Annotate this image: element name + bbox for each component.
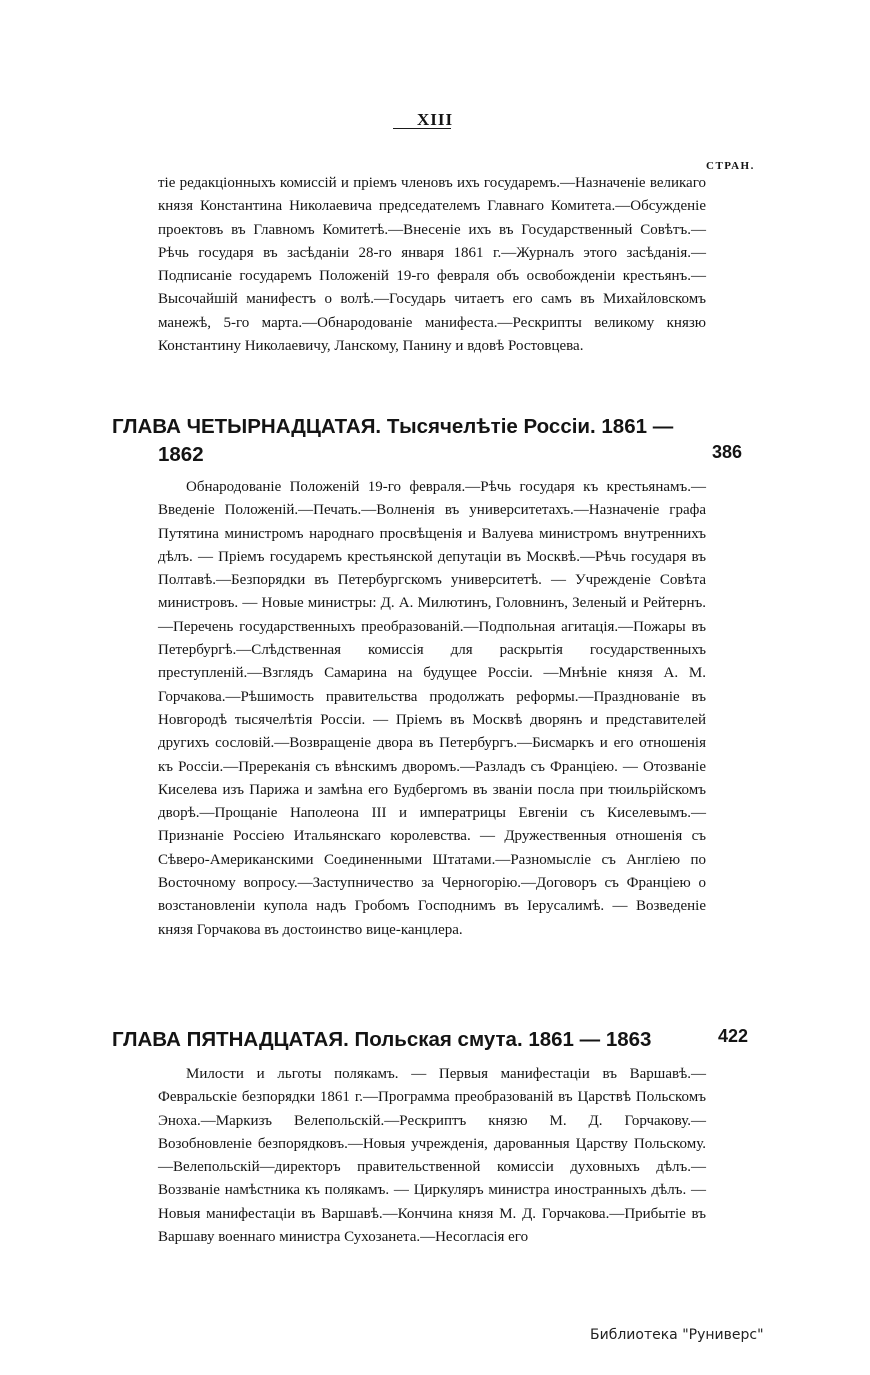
chapter-12-summary-text: тіе редакціонныхъ комиссій и пріемъ членовъ ихъ государемъ.—Назначеніе великаго князя Константина Николаевича председателемъ Главнаго Комитета.—Обсужденіе проектовъ въ Главномъ Комитетѣ.—Внесеніе ихъ въ Государственный Совѣтъ.—Рѣчь государя въ засѣданіи 28-го января 1861 г.—Журналъ этого засѣданія.—Подписаніе государемъ Положеній 19-го февраля объ освобожденіи крестьянъ.—Высочайшій манифестъ о волѣ.—Государь читаетъ его самъ въ Михайловскомъ манежѣ, 5-го марта.—Обнародованіе манифеста.—Рескрипты великому князю Константину Николаевичу, Ланскому, Панину и вдовѣ Ростовцева. [158,175,706,355]
chapter-14-summary-text: Обнародованіе Положеній 19-го февраля.—Рѣчь государя къ крестьянамъ.—Введеніе Положеній.—Печать.—Волненія въ университетахъ.—Назначеніе графа Путятина министромъ народнаго просвѣщенія и Валуева министромъ внутреннихъ дѣлъ. — Пріемъ государемъ крестьянской депутаціи въ Москвѣ.—Рѣчь государя въ Полтавѣ.—Безпорядки въ Петербургскомъ университетѣ. — Учрежденіе Совѣта министровъ. — Новые министры: Д. А. Милютинъ, Головнинъ, Зеленый и Рейтернъ.—Перечень государственныхъ преобразованій.—Подпольная агитація.—Пожары въ Петербургѣ.—Слѣдственная комиссія для раскрытія государственныхъ преступленій.—Взглядъ Самарина на будущее Россіи. —Мнѣніе князя А. М. Горчакова.—Рѣшимость правительства продолжать реформы.—Празднованіе въ Новгородѣ тысячелѣтія Россіи. — Пріемъ въ Москвѣ дворянъ и представителей другихъ сословій.—Возвращеніе двора въ Петербургъ.—Бисмаркъ и его отношенія къ Россіи.—Пререканія съ вѣнскимъ дворомъ.—Разладъ съ Франціею. — Отозваніе Киселева изъ Парижа и замѣна его Будбергомъ въ званіи посла при тюильрійскомъ дворѣ.—Прощаніе Наполеона III и императрицы Евгеніи съ Киселевымъ.—Признаніе Россіею Итальянскаго королевства. — Дружественныя отношенія съ Сѣверо-Американскими Соединенными Штатами.—Разномысліе съ Англіею по Восточному вопросу.—Заступничество за Черногорію.—Договоръ съ Франціею о возстановленіи купола надъ Гробомъ Господнимъ въ Іерусалимѣ. — Возведеніе князя Горчакова въ достоинство вице-канцлера. [158,479,706,938]
chapter-15-heading [112,1026,712,1054]
chapter-14-page-number: 386 [712,442,743,462]
chapter-12-summary-tail [158,172,706,358]
chapter-15-title: ГЛАВА ПЯТНАДЦАТАЯ. Польская смута. 1861 — 1863 [112,1028,652,1051]
chapter-14-title-line1: ГЛАВА ЧЕТЫРНАДЦАТАЯ. Тысячелѣтіе Россіи. 1861 — [112,415,674,438]
chapter-14-summary [158,476,706,942]
chapter-14-heading [112,413,712,469]
chapter-14-title-line2: 1862 [158,443,204,466]
page-number-underline [393,128,451,129]
chapter-15-summary-text: Милости и льготы полякамъ. — Первыя манифестаціи въ Варшавѣ.—Февральскіе безпорядки 1861 г.—Программа преобразованій въ Царствѣ Польскомъ Эноха.—Маркизъ Велепольскій.—Рескриптъ князю М. Д. Горчакову.—Возобновленіе безпорядковъ.—Новыя учрежденія, дарованныя Царству Польскому.—Велепольскій—директоръ правительственной комиссіи духовныхъ дѣлъ.—Воззваніе намѣстника къ полякамъ. — Циркуляръ министра иностранныхъ дѣлъ. — Новыя манифестаціи въ Варшавѣ.—Кончина князя М. Д. Горчакова.—Прибытіе въ Варшаву военнаго министра Сухозанета.—Несогласія его [158,1066,706,1246]
page-column-label: СТРАН. [706,160,755,172]
library-watermark: Библиотека "Руниверс" [590,1327,764,1343]
page-number: XIII [416,110,454,129]
chapter-15-summary [158,1063,706,1249]
chapter-15-page-number: 422 [718,1026,749,1046]
